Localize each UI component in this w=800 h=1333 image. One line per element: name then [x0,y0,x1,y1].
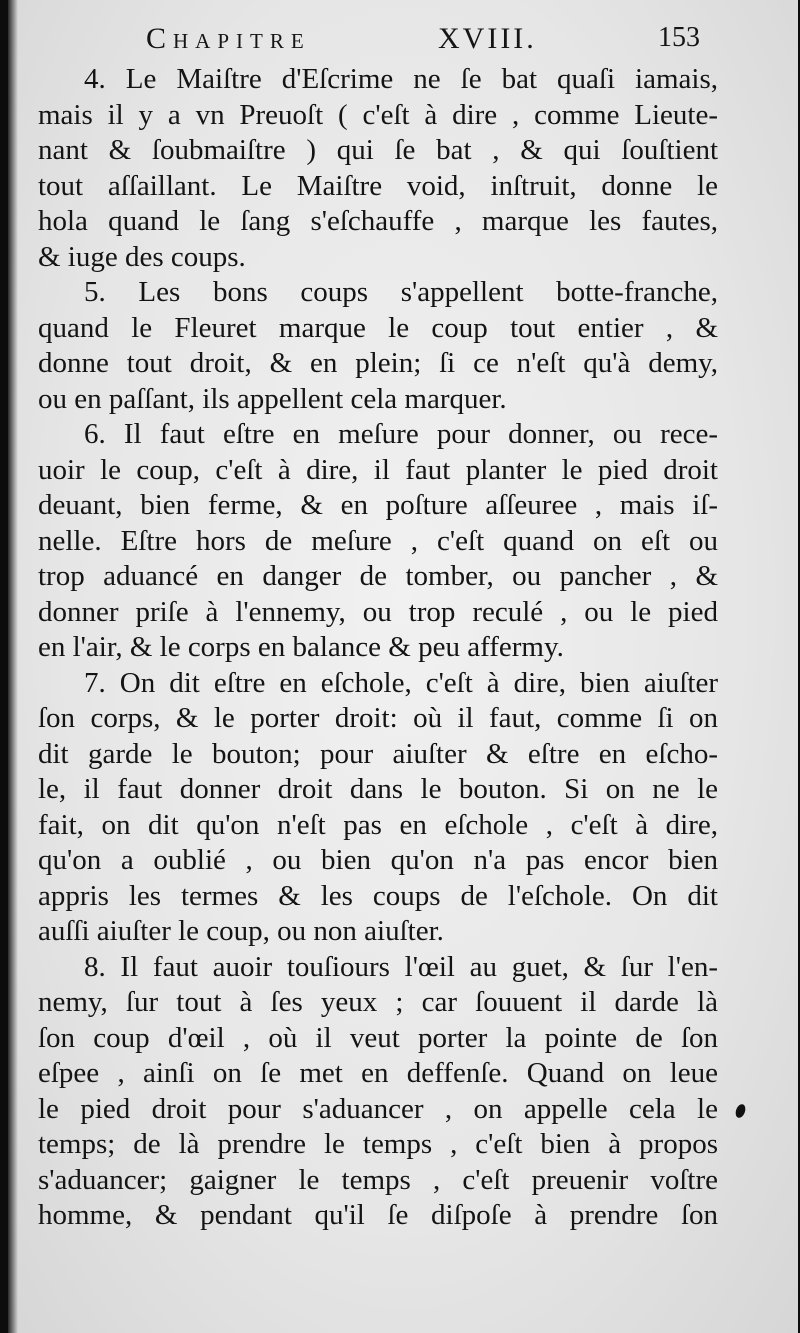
text-line: le, il faut donner droit dans le bouton. Si on ne le [38,773,718,805]
book-page [8,0,798,1333]
text-line: donner priſe à l'ennemy, ou trop reculé , ou le pied [38,595,718,628]
text-line: dit garde le bouton; pour aiuſter & eſtre en eſcho- [38,737,718,770]
ink-blot [734,1103,747,1119]
page-number: 153 [658,22,700,53]
text-line: ſon corps, & le porter droit: où il faut, comme ſi on [38,702,718,734]
chapter-number: XVIII. [438,22,537,55]
running-header [8,22,798,62]
text-line: 7. On dit eſtre en eſchole, c'eſt à dire, bien aiuſter [84,666,718,699]
text-line: ou en paſſant, ils appellent cela marquer. [38,382,507,415]
text-line: le pied droit pour s'aduancer , on appelle cela le [38,1092,718,1125]
text-line: & iuge des coups. [38,240,246,273]
text-line: uoir le coup, c'eſt à dire, il faut planter le pied droit [38,453,718,486]
text-line: fait, on dit qu'on n'eſt pas en eſchole , c'eſt à dire, [38,808,718,841]
text-line: nemy, ſur tout à ſes yeux ; car ſouuent il darde là [38,986,718,1018]
text-line: hola quand le ſang s'eſchauffe , marque les fautes, [38,205,718,237]
text-line: tout aſſaillant. Le Maiſtre void, inſtruit, donne le [38,169,718,202]
text-line: nant & ſoubmaiſtre ) qui ſe bat , & qui ſouſtient [38,134,718,166]
text-line: quand le Fleuret marque le coup tout entier , & [38,311,718,344]
text-line: 6. Il faut eſtre en meſure pour donner, ou rece- [84,418,718,450]
text-line: 8. Il faut auoir touſiours l'œil au guet, & ſur l'en- [84,950,718,983]
text-line: 4. Le Maiſtre d'Eſcrime ne ſe bat quaſi iamais, [84,63,718,95]
text-line: deuant, bien ferme, & en poſture aſſeuree , mais iſ- [38,489,718,521]
page-edge-shadow [8,0,18,1333]
text-line: qu'on a oublié , ou bien qu'on n'a pas encor bien [38,844,718,876]
text-line: nelle. Eſtre hors de meſure , c'eſt quand on eſt ou [38,524,718,557]
text-line: ſon coup d'œil , où il veut porter la pointe de ſon [38,1021,718,1054]
text-line: en l'air, & le corps en balance & peu affermy. [38,631,564,663]
page-body-text [38,62,718,1234]
chapter-label: Chapitre [146,22,311,55]
text-line: 5. Les bons coups s'appellent botte-franche, [84,276,718,308]
text-line: eſpee , ainſi on ſe met en deffenſe. Quand on leue [38,1057,718,1089]
text-line: appris les termes & les coups de l'eſchole. On dit [38,879,718,912]
text-line: mais il y a vn Preuoſt ( c'eſt à dire , comme Lieute- [38,98,718,131]
text-line: trop aduancé en danger de tomber, ou pancher , & [38,560,718,592]
text-line: donne tout droit, & en plein; ſi ce n'eſt qu'à demy, [38,347,718,379]
text-line: auſſi aiuſter le coup, ou non aiuſter. [38,915,444,947]
text-line: temps; de là prendre le temps , c'eſt bien à propos [38,1128,718,1160]
text-line: s'aduancer; gaigner le temps , c'eſt preuenir voſtre [38,1163,718,1196]
text-line: homme, & pendant qu'il ſe diſpoſe à prendre ſon [38,1199,718,1231]
